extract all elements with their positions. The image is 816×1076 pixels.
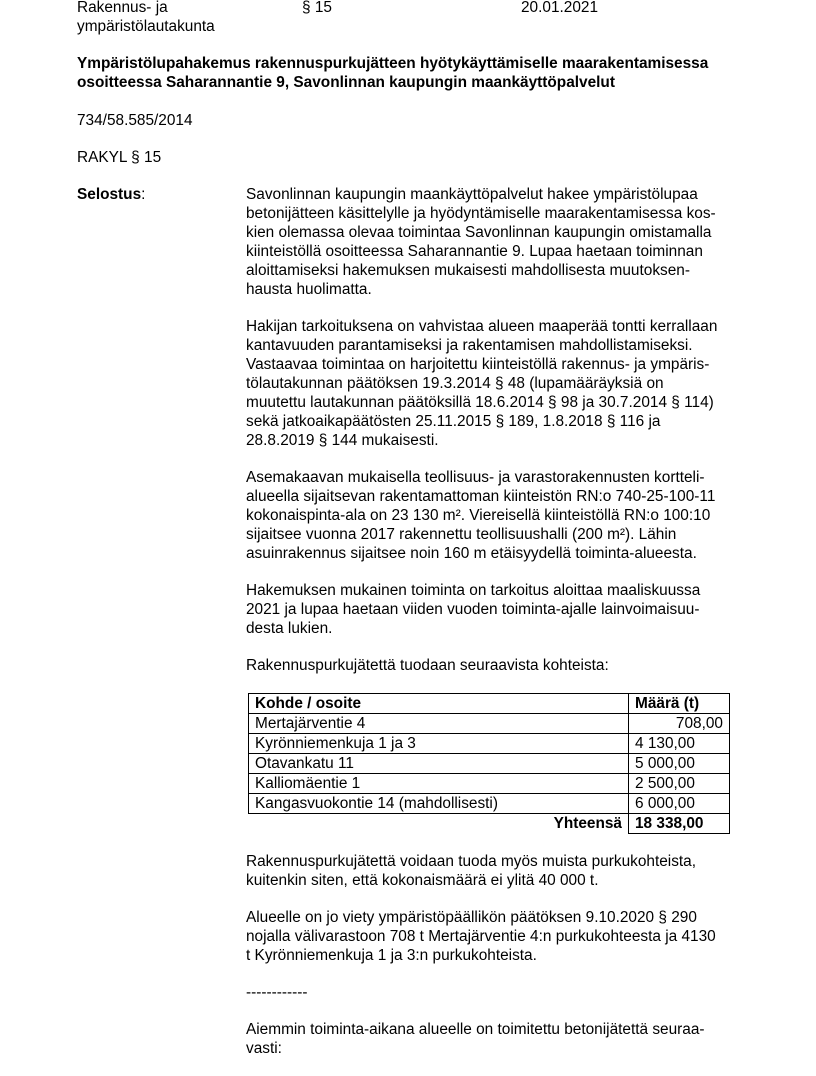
paragraph-line: 2021 ja lupaa haetaan viiden vuoden toiminta-ajalle lainvoimaisuu- (246, 601, 700, 618)
paragraph-line: t Kyrönniemenkuja 1 ja 3:n purkukohteista. (246, 947, 537, 964)
paragraph-2 (246, 317, 746, 450)
paragraph-line: Vastaavaa toimintaa on harjoitettu kiinteistöllä rakennus- ja ympäris- (246, 356, 710, 373)
separator-dashes (246, 983, 746, 1002)
paragraph-line: Hakijan tarkoituksena on vahvistaa alueen maaperää tontti kerrallaan (246, 318, 718, 335)
paragraph-line: Rakennuspurkujätettä voidaan tuoda myös muista purkukohteista, (246, 853, 697, 870)
paragraph-line: kien olemassa olevaa toimintaa Savonlinnan kaupungin omistamalla (246, 224, 712, 241)
table-cell-amount: 6 000,00 (629, 794, 730, 814)
committee-name: Rakennus- ja ympäristölautakunta (77, 0, 215, 35)
paragraph-5 (246, 656, 746, 675)
table-cell-amount: 4 130,00 (629, 734, 730, 754)
paragraph-line: Savonlinnan kaupungin maankäyttöpalvelut hakee ympäristölupaa (246, 186, 698, 203)
table-cell-site: Kalliomäentie 1 (249, 774, 629, 794)
paragraph-line: betonijätteen käsittelylle ja hyödyntämiselle maarakentamisessa kos- (246, 205, 716, 222)
paragraph-line: ------------ (246, 984, 308, 1001)
paragraph-line: Alueelle on jo viety ympäristöpäällikön päätöksen 9.10.2020 § 290 (246, 909, 697, 926)
paragraph-line: kantavuuden parantamiseksi ja rakentamisen mahdollistamiseksi. (246, 337, 693, 354)
paragraph-7 (246, 908, 746, 965)
title-line: osoitteessa Saharannantie 9, Savonlinnan kaupungin maankäyttöpalvelut (77, 74, 615, 91)
demolition-sites-table (248, 693, 730, 834)
table-total-value: 18 338,00 (629, 814, 730, 834)
paragraph-line: Asemakaavan mukaisella teollisuus- ja varastorakennusten kortteli- (246, 469, 705, 486)
table-cell-amount: 5 000,00 (629, 754, 730, 774)
paragraph-line: kokonaispinta-ala on 23 130 m². Viereisellä kiinteistöllä RN:o 100:10 (246, 507, 711, 524)
paragraph-line: sijaitsee vuonna 2017 rakennettu teollisuushalli (200 m²). Lähin (246, 526, 677, 543)
table-cell-amount: 2 500,00 (629, 774, 730, 794)
table-total-label: Yhteensä (249, 814, 629, 834)
paragraph-line: kuitenkin siten, että kokonaismäärä ei ylitä 40 000 t. (246, 872, 599, 889)
selostus-label: Selostus: (77, 186, 146, 203)
paragraph-line: Hakemuksen mukainen toiminta on tarkoitus aloittaa maaliskuussa (246, 582, 701, 599)
table-header-site: Kohde / osoite (249, 694, 629, 714)
table-cell-site: Kangasvuokontie 14 (mahdollisesti) (249, 794, 629, 814)
paragraph-line: aloittamiseksi hakemuksen mukaisesti mahdollisesta muutoksen- (246, 262, 690, 279)
paragraph-line: kiinteistöllä osoitteessa Saharannantie 9. Lupaa haetaan toiminnan (246, 243, 703, 260)
table-row (249, 774, 730, 794)
paragraph-line: Rakennuspurkujätettä tuodaan seuraavista kohteista: (246, 657, 609, 674)
paragraph-line: sekä jatkoaikapäätösten 25.11.2015 § 189, 1.8.2018 § 116 ja (246, 413, 661, 430)
table-header-row (249, 694, 730, 714)
meeting-date: 20.01.2021 (521, 0, 599, 16)
paragraph-line: desta lukien. (246, 620, 333, 637)
table-cell-amount: 708,00 (629, 714, 730, 734)
reference-number: 734/58.585/2014 (77, 112, 193, 129)
table-row (249, 794, 730, 814)
paragraph-4 (246, 581, 746, 638)
paragraph-line: alueella sijaitsevan rakentamattoman kiinteistön RN:o 740-25-100-11 (246, 488, 716, 505)
table-header-amount: Määrä (t) (629, 694, 730, 714)
table-total-row (249, 814, 730, 834)
paragraph-9 (246, 1020, 746, 1058)
paragraph-line: asuinrakennus sijaitsee noin 160 m etäisyydellä toiminta-alueesta. (246, 545, 697, 562)
paragraph-3 (246, 468, 746, 563)
paragraph-line: vasti: (246, 1040, 282, 1057)
paragraph-line: muutettu lautakunnan päätöksillä 18.6.2014 § 98 ja 30.7.2014 § 114) (246, 394, 714, 411)
paragraph-line: 28.8.2019 § 144 mukaisesti. (246, 432, 439, 449)
table-row (249, 754, 730, 774)
selostus-label-text: Selostus (77, 186, 142, 203)
paragraph-1 (246, 185, 746, 299)
section-number: § 15 (302, 0, 332, 16)
paragraph-line: nojalla välivarastoon 708 t Mertajärventie 4:n purkukohteesta ja 4130 (246, 928, 716, 945)
paragraph-6 (246, 852, 746, 890)
section-code: RAKYL § 15 (77, 149, 162, 166)
table-row (249, 714, 730, 734)
table-cell-site: Mertajärventie 4 (249, 714, 629, 734)
paragraph-line: hausta huolimatta. (246, 281, 372, 298)
title-line: Ympäristölupahakemus rakennuspurkujätteen hyötykäyttämiselle maarakentamisessa (77, 55, 709, 72)
table-cell-site: Kyrönniemenkuja 1 ja 3 (249, 734, 629, 754)
table-row (249, 734, 730, 754)
document-title (77, 54, 757, 92)
paragraph-line: Aiemmin toiminta-aikana alueelle on toimitettu betonijätettä seuraa- (246, 1021, 705, 1038)
paragraph-line: tölautakunnan päätöksen 19.3.2014 § 48 (lupamääräyksiä on (246, 375, 664, 392)
table-cell-site: Otavankatu 11 (249, 754, 629, 774)
description-body (246, 185, 746, 1076)
